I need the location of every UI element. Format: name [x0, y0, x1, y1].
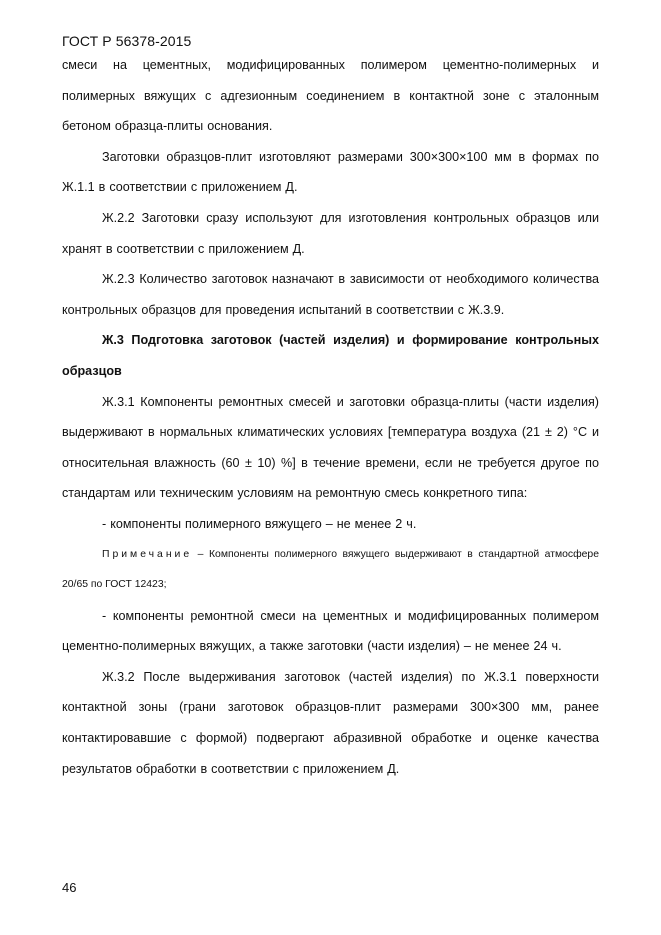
paragraph-zh-2-3: Ж.2.3 Количество заготовок назначают в зависимости от необходимого количества контрольных образцов для проведения испытаний в соответствии с Ж.3.9.: [62, 272, 599, 317]
document-body: [62, 50, 599, 784]
list-item-polymer-binder: - компоненты полимерного вяжущего – не менее 2 ч.: [102, 516, 417, 531]
document-header: ГОСТ Р 56378-2015: [62, 33, 192, 49]
note-text: – Компоненты полимерного вяжущего выдерживают в стандартной атмосфере 20/65 по ГОСТ 12423;: [62, 548, 599, 591]
paragraph-continuation: смеси на цементных, модифицированных полимером цементно-полимерных и полимерных вяжущих с адгезионным соединением в контактной зоне с эталонным бетоном образца-плиты основания.: [62, 58, 599, 134]
list-item-cement-mix: - компоненты ремонтной смеси на цементных и модифицированных полимером цементно-полимерных вяжущих, а также заготовки (части изделия) – не менее 24 ч.: [62, 608, 599, 654]
paragraph-blanks-size: Заготовки образцов-плит изготовляют размерами 300×300×100 мм в формах по Ж.1.1 в соответствии с приложением Д.: [62, 149, 599, 195]
paragraph-zh-3-1: Ж.3.1 Компоненты ремонтных смесей и заготовки образца-плиты (части изделия) выдерживают в нормальных климатических условиях [температура воздуха (21 ± 2) °С и относительная влажность (60 ± 10) %] в течение времени, если не требуется другое по стандартам или техническим условиям на ремонтную смесь конкретного типа:: [62, 394, 599, 501]
page-number: 46: [62, 880, 77, 895]
note-label: Примечание: [102, 548, 193, 560]
paragraph-zh-2-2: Ж.2.2 Заготовки сразу используют для изготовления контрольных образцов или хранят в соответствии с приложением Д.: [62, 210, 599, 256]
paragraph-zh-3-2: Ж.3.2 После выдерживания заготовок (частей изделия) по Ж.3.1 поверхности контактной зоны (грани заготовок образцов-плит размерами 300×300 мм, ранее контактировавшие с формой) подвергают абразивной обработке и оценке качества результатов обработки в соответствии с приложением Д.: [62, 669, 599, 776]
section-heading-zh-3: Ж.3 Подготовка заготовок (частей изделия) и формирование контрольных образцов: [62, 333, 599, 378]
note: [62, 540, 599, 601]
